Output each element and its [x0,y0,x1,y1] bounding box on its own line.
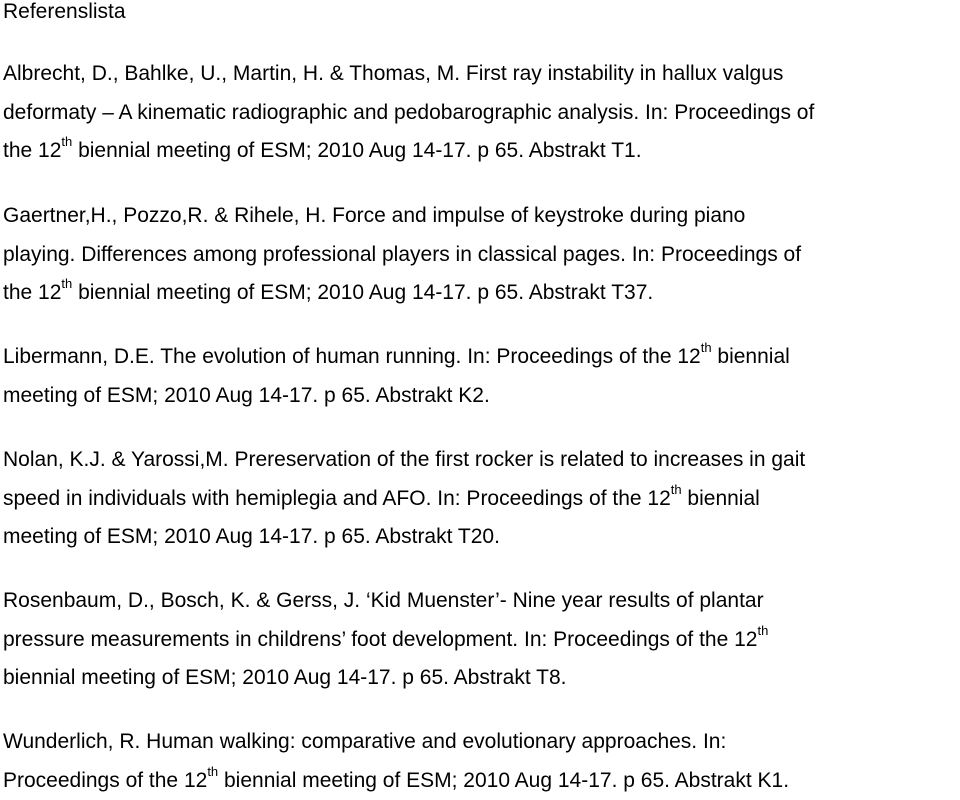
reference-line: the 12th biennial meeting of ESM; 2010 Aug 14-17. p 65. Abstrakt T1. [3,132,953,171]
reference-line: Nolan, K.J. & Yarossi,M. Prereservation of the first rocker is related to increases in gait [3,441,953,480]
reference-line: Libermann, D.E. The evolution of human running. In: Proceedings of the 12th biennial [3,338,953,377]
reference-line: the 12th biennial meeting of ESM; 2010 Aug 14-17. p 65. Abstrakt T37. [3,274,953,313]
reference-line: playing. Differences among professional players in classical pages. In: Proceedings of [3,236,953,275]
reference-entry [3,441,953,557]
ordinal-superscript: th [207,764,218,779]
ordinal-superscript: th [61,276,72,291]
reference-line: speed in individuals with hemiplegia and AFO. In: Proceedings of the 12th biennial [3,480,953,519]
reference-line: Rosenbaum, D., Bosch, K. & Gerss, J. ‘Kid Muenster’- Nine year results of plantar [3,582,953,621]
reference-line: biennial meeting of ESM; 2010 Aug 14-17. p 65. Abstrakt T8. [3,659,953,698]
ordinal-superscript: th [757,623,768,638]
reference-entry [3,582,953,698]
page-title: Referenslista [3,0,126,25]
reference-line: meeting of ESM; 2010 Aug 14-17. p 65. Abstrakt K2. [3,377,953,416]
reference-line: Albrecht, D., Bahlke, U., Martin, H. & Thomas, M. First ray instability in hallux valgus [3,55,953,94]
ordinal-superscript: th [701,340,712,355]
reference-entry [3,197,953,313]
reference-entry [3,55,953,171]
reference-line: deformaty – A kinematic radiographic and pedobarographic analysis. In: Proceedings of [3,94,953,133]
reference-line: Gaertner,H., Pozzo,R. & Rihele, H. Force and impulse of keystroke during piano [3,197,953,236]
ordinal-superscript: th [671,482,682,497]
reference-line: pressure measurements in childrens’ foot development. In: Proceedings of the 12th [3,621,953,660]
reference-line: Wunderlich, R. Human walking: comparative and evolutionary approaches. In: [3,723,953,762]
reference-line: Proceedings of the 12th biennial meeting of ESM; 2010 Aug 14-17. p 65. Abstrakt K1. [3,762,953,800]
reference-line: meeting of ESM; 2010 Aug 14-17. p 65. Abstrakt T20. [3,518,953,557]
ordinal-superscript: th [61,134,72,149]
reference-entry [3,338,953,415]
reference-entry [3,723,953,800]
